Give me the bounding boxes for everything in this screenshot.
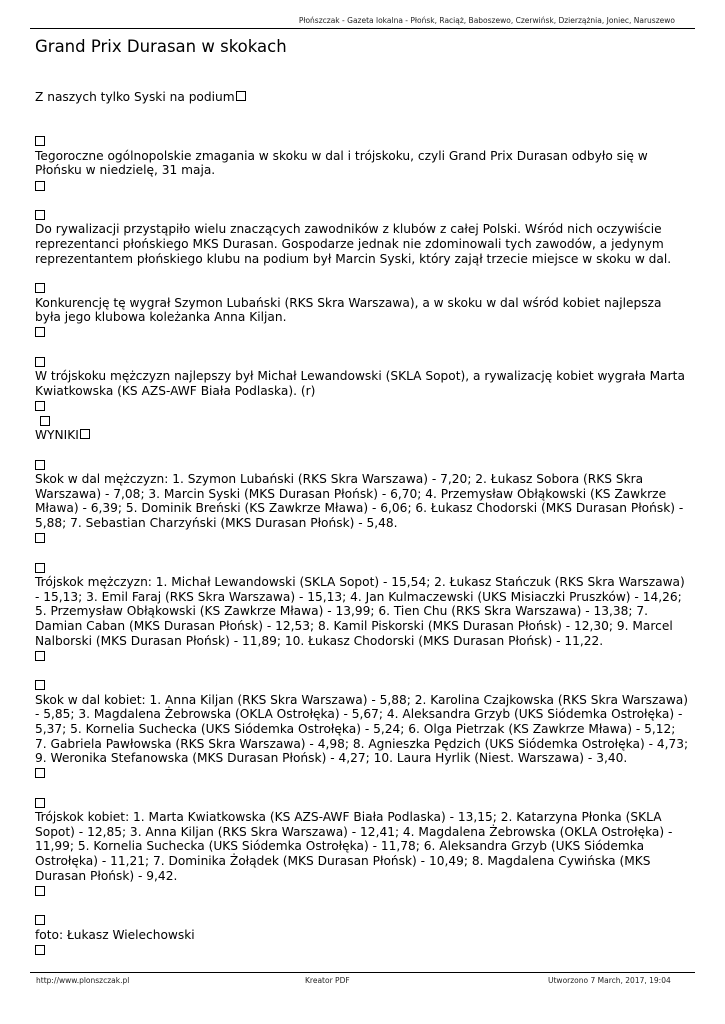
missing-glyph-box <box>35 798 45 808</box>
missing-glyph-box <box>35 563 45 573</box>
paragraph: Konkurencję tę wygrał Szymon Lubański (RKS Skra Warszawa), a w skoku w dal wśród kobiet najlepsza była jego klubowa koleżanka Anna Kiljan. <box>35 295 662 325</box>
results-paragraph: Trójskok kobiet: 1. Marta Kwiatkowska (KS AZS-AWF Biała Podlaska) - 13,15; 2. Katarzyna Płonka (SKLA Sopot) - 12,85; 3. Anna Kiljan (RKS Skra Warszawa) - 12,41; 4. Magdalena Żebrowska (OKLA Ostrołęka) - 11,99; 5. Kornelia Suchecka (UKS Siódemka Ostrołęka) - 11,78; 6. Aleksandra Grzyb (UKS Siódemka Ostrołęka) - 11,21; 7. Dominika Żołądek (MKS Durasan Płońsk) - 10,49; 8. Magdalena Cywińska (MKS Durasan Płońsk) - 9,42. <box>35 810 673 883</box>
missing-glyph-box <box>236 91 246 101</box>
results-heading: WYNIKI <box>35 428 690 443</box>
results-paragraph: Trójskok mężczyzn: 1. Michał Lewandowski (SKLA Sopot) - 15,54; 2. Łukasz Stańczuk (RKS Skra Warszawa) - 15,13; 3. Emil Faraj (RKS Skra Warszawa) - 15,13; 4. Jan Kulmaczewski (UKS Misiaczki Pruszków) - 14,26; 5. Przemysław Obłąkowski (KS Zawkrze Mława) - 13,99; 6. Tien Chu (RKS Skra Warszawa) - 13,38; 7. Damian Caban (MKS Durasan Płońsk) - 12,53; 8. Kamil Piskorski (MKS Durasan Płońsk) - 12,30; 9. Marcel Nalborski (MKS Durasan Płońsk) - 11,89; 10. Łukasz Chodorski (MKS Durasan Płońsk) - 11,22. <box>35 574 685 648</box>
footer-generator: Kreator PDF <box>305 976 350 985</box>
missing-glyph-box <box>35 680 45 690</box>
missing-glyph-box <box>35 915 45 925</box>
paragraph: Do rywalizacji przystąpiło wielu znaczących zawodników z klubów z całej Polski. Wśród nich oczywiście reprezentanci płońskiego MKS Durasan. Gospodarze jednak nie zdominowali tych zawodów, a jedynym reprezentantem płońskiego klubu na podium był Marcin Syski, który zajął trzecie miejsce w skoku w dal. <box>35 222 672 266</box>
article-subtitle: Z naszych tylko Syski na podium <box>35 90 690 105</box>
footer-url: http://www.plonszczak.pl <box>36 976 130 985</box>
footer-divider <box>30 972 695 973</box>
missing-glyph-box <box>40 416 50 426</box>
results-paragraph: Skok w dal mężczyzn: 1. Szymon Lubański (RKS Skra Warszawa) - 7,20; 2. Łukasz Sobora (RKS Skra Warszawa) - 7,08; 3. Marcin Syski (MKS Durasan Płońsk) - 6,70; 4. Przemysław Obłąkowski (KS Zawkrze Mława) - 6,39; 5. Dominik Breński (KS Zawkrze Mława) - 6,06; 6. Łukasz Chodorski (MKS Durasan Płońsk) - 5,88; 7. Sebastian Charzyński (MKS Durasan Płońsk) - 5,48. <box>35 472 684 531</box>
photo-credit: foto: Łukasz Wielechowski <box>35 927 195 942</box>
missing-glyph-box <box>35 886 45 896</box>
missing-glyph-box <box>35 945 45 955</box>
missing-glyph-box <box>35 651 45 661</box>
missing-glyph-box <box>35 210 45 220</box>
missing-glyph-box <box>35 136 45 146</box>
paragraph: W trójskoku mężczyzn najlepszy był Michał Lewandowski (SKLA Sopot), a rywalizację kobiet wygrała Marta Kwiatkowska (KS AZS-AWF Biała Podlaska). (r) <box>35 369 685 398</box>
missing-glyph-box <box>35 181 45 191</box>
header-divider <box>30 28 695 29</box>
paragraph: Tegoroczne ogólnopolskie zmagania w skoku w dal i trójskoku, czyli Grand Prix Durasan odbyło się w Płońsku w niedzielę, 31 maja. <box>35 148 648 178</box>
missing-glyph-box <box>80 429 90 439</box>
missing-glyph-box <box>35 768 45 778</box>
article-title: Grand Prix Durasan w skokach <box>35 37 287 56</box>
missing-glyph-box <box>35 327 45 337</box>
results-paragraph: Skok w dal kobiet: 1. Anna Kiljan (RKS Skra Warszawa) - 5,88; 2. Karolina Czajkowska (RKS Skra Warszawa) - 5,85; 3. Magdalena Żebrowska (OKLA Ostrołęka) - 5,67; 4. Aleksandra Grzyb (UKS Siódemka Ostrołęka) - 5,37; 5. Kornelia Suchecka (UKS Siódemka Ostrołęka) - 5,24; 6. Olga Pietrzak (KS Zawkrze Mława) - 5,12; 7. Gabriela Pawłowska (RKS Skra Warszawa) - 4,98; 8. Agnieszka Pędzich (UKS Siódemka Ostrołęka) - 4,73; 9. Weronika Stefanowska (MKS Durasan Płońsk) - 4,27; 10. Laura Hyrlik (Niest. Warszawa) - 3,40. <box>35 692 689 766</box>
article-body <box>35 90 690 957</box>
footer-created-date: Utworzono 7 March, 2017, 19:04 <box>548 976 671 985</box>
missing-glyph-box <box>35 401 45 411</box>
page-header: Płońszczak - Gazeta lokalna - Płońsk, Raciąż, Baboszewo, Czerwińsk, Dzierzążnia, Joniec, Naruszewo <box>298 16 675 25</box>
missing-glyph-box <box>35 357 45 367</box>
missing-glyph-box <box>35 283 45 293</box>
missing-glyph-box <box>35 460 45 470</box>
missing-glyph-box <box>35 533 45 543</box>
